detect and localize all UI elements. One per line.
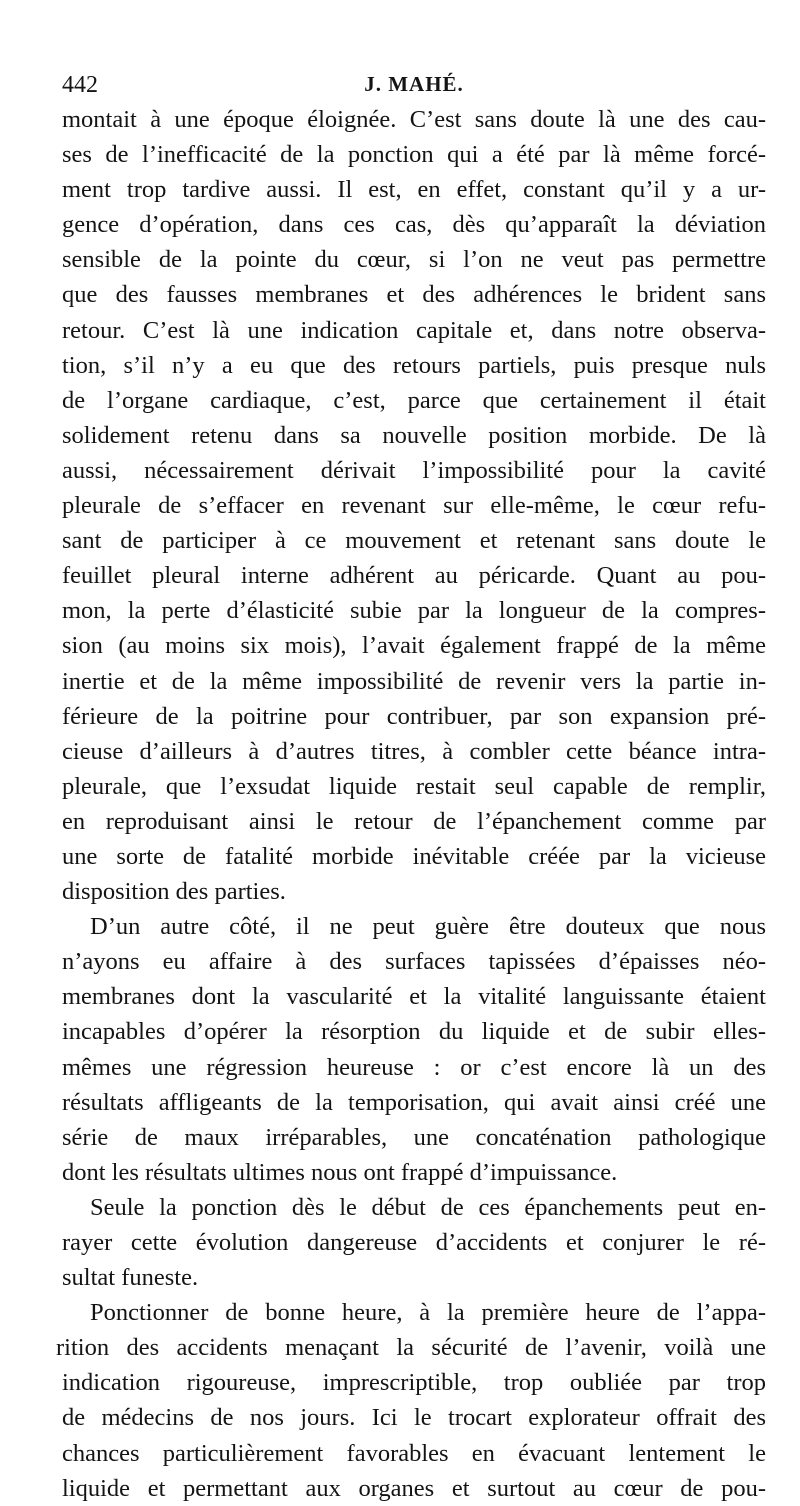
text-line: inertie et de la même impossibilité de revenir vers la partie in- (62, 667, 766, 695)
paragraph (62, 909, 766, 1190)
text-line: aussi, nécessairement dérivait l’impossibilité pour la cavité (62, 456, 766, 484)
text-line: en reproduisant ainsi le retour de l’épanchement comme par (62, 807, 766, 835)
text-line: pleurale, que l’exsudat liquide restait seul capable de remplir, (62, 772, 766, 800)
text-line: incapables d’opérer la résorption du liquide et de subir elles- (62, 1018, 766, 1046)
text-line: pleurale de s’effacer en revenant sur elle-même, le cœur refu- (62, 492, 766, 520)
text-line: D’un autre côté, il ne peut guère être douteux que nous (90, 913, 766, 941)
text-line: dont les résultats ultimes nous ont frappé d’impuissance. (62, 1158, 618, 1186)
text-line: feuillet pleural interne adhérent au péricarde. Quant au pou- (62, 562, 766, 590)
text-line: chances particulièrement favorables en évacuant lentement le (62, 1439, 766, 1467)
text-line: de médecins de nos jours. Ici le trocart explorateur offrait des (62, 1404, 766, 1432)
paragraph (56, 1295, 766, 1506)
text-line: membranes dont la vascularité et la vitalité languissante étaient (62, 983, 766, 1011)
text-line: rition des accidents menaçant la sécurité de l’avenir, voilà une (56, 1334, 766, 1362)
text-line: tion, s’il n’y a eu que des retours partiels, puis presque nuls (62, 351, 766, 379)
text-line: Seule la ponction dès le début de ces épanchements peut en- (90, 1193, 766, 1221)
body-text (56, 102, 766, 1506)
text-line: que des fausses membranes et des adhérences le brident sans (62, 281, 766, 309)
text-line: de l’organe cardiaque, c’est, parce que certainement il était (62, 386, 766, 414)
paragraph (62, 1190, 766, 1295)
text-line: résultats affligeants de la temporisation, qui avait ainsi créé une (62, 1088, 766, 1116)
page-number: 442 (62, 72, 98, 98)
text-line: cieuse d’ailleurs à d’autres titres, à combler cette béance intra- (62, 737, 766, 765)
text-line: sensible de la pointe du cœur, si l’on ne veut pas permettre (62, 246, 766, 274)
text-line: Ponctionner de bonne heure, à la première heure de l’appa- (90, 1299, 766, 1327)
text-line: n’ayons eu affaire à des surfaces tapissées d’épaisses néo- (62, 948, 766, 976)
text-line: sant de participer à ce mouvement et retenant sans doute le (62, 527, 766, 555)
text-line: mon, la perte d’élasticité subie par la longueur de la compres- (62, 597, 766, 625)
text-line: sion (au moins six mois), l’avait également frappé de la même (62, 632, 766, 660)
text-line: sultat funeste. (62, 1264, 199, 1292)
text-line: série de maux irréparables, une concaténation pathologique (62, 1123, 766, 1151)
text-line: une sorte de fatalité morbide inévitable créée par la vicieuse (62, 842, 766, 870)
page-header (62, 72, 766, 102)
text-line: gence d’opération, dans ces cas, dès qu’apparaît la déviation (62, 211, 766, 239)
text-line: mêmes une régression heureuse : or c’est encore là un des (62, 1053, 766, 1081)
text-line: retour. C’est là une indication capitale et, dans notre observa- (62, 316, 766, 344)
text-line: ses de l’inefficacité de la ponction qui a été par là même forcé- (62, 141, 766, 169)
text-line: indication rigoureuse, imprescriptible, trop oubliée par trop (62, 1369, 766, 1397)
text-line: liquide et permettant aux organes et surtout au cœur de pou- (62, 1474, 766, 1502)
running-head: J. MAHÉ. (364, 72, 464, 96)
text-line: férieure de la poitrine pour contribuer, par son expansion pré- (62, 702, 766, 730)
text-line: ment trop tardive aussi. Il est, en effet, constant qu’il y a ur- (62, 176, 766, 204)
text-line: montait à une époque éloignée. C’est sans doute là une des cau- (62, 106, 766, 133)
text-line: rayer cette évolution dangereuse d’accidents et conjurer le ré- (62, 1229, 766, 1256)
text-line: disposition des parties. (62, 878, 286, 906)
text-line: solidement retenu dans sa nouvelle position morbide. De là (62, 421, 766, 449)
paragraph (62, 102, 766, 909)
